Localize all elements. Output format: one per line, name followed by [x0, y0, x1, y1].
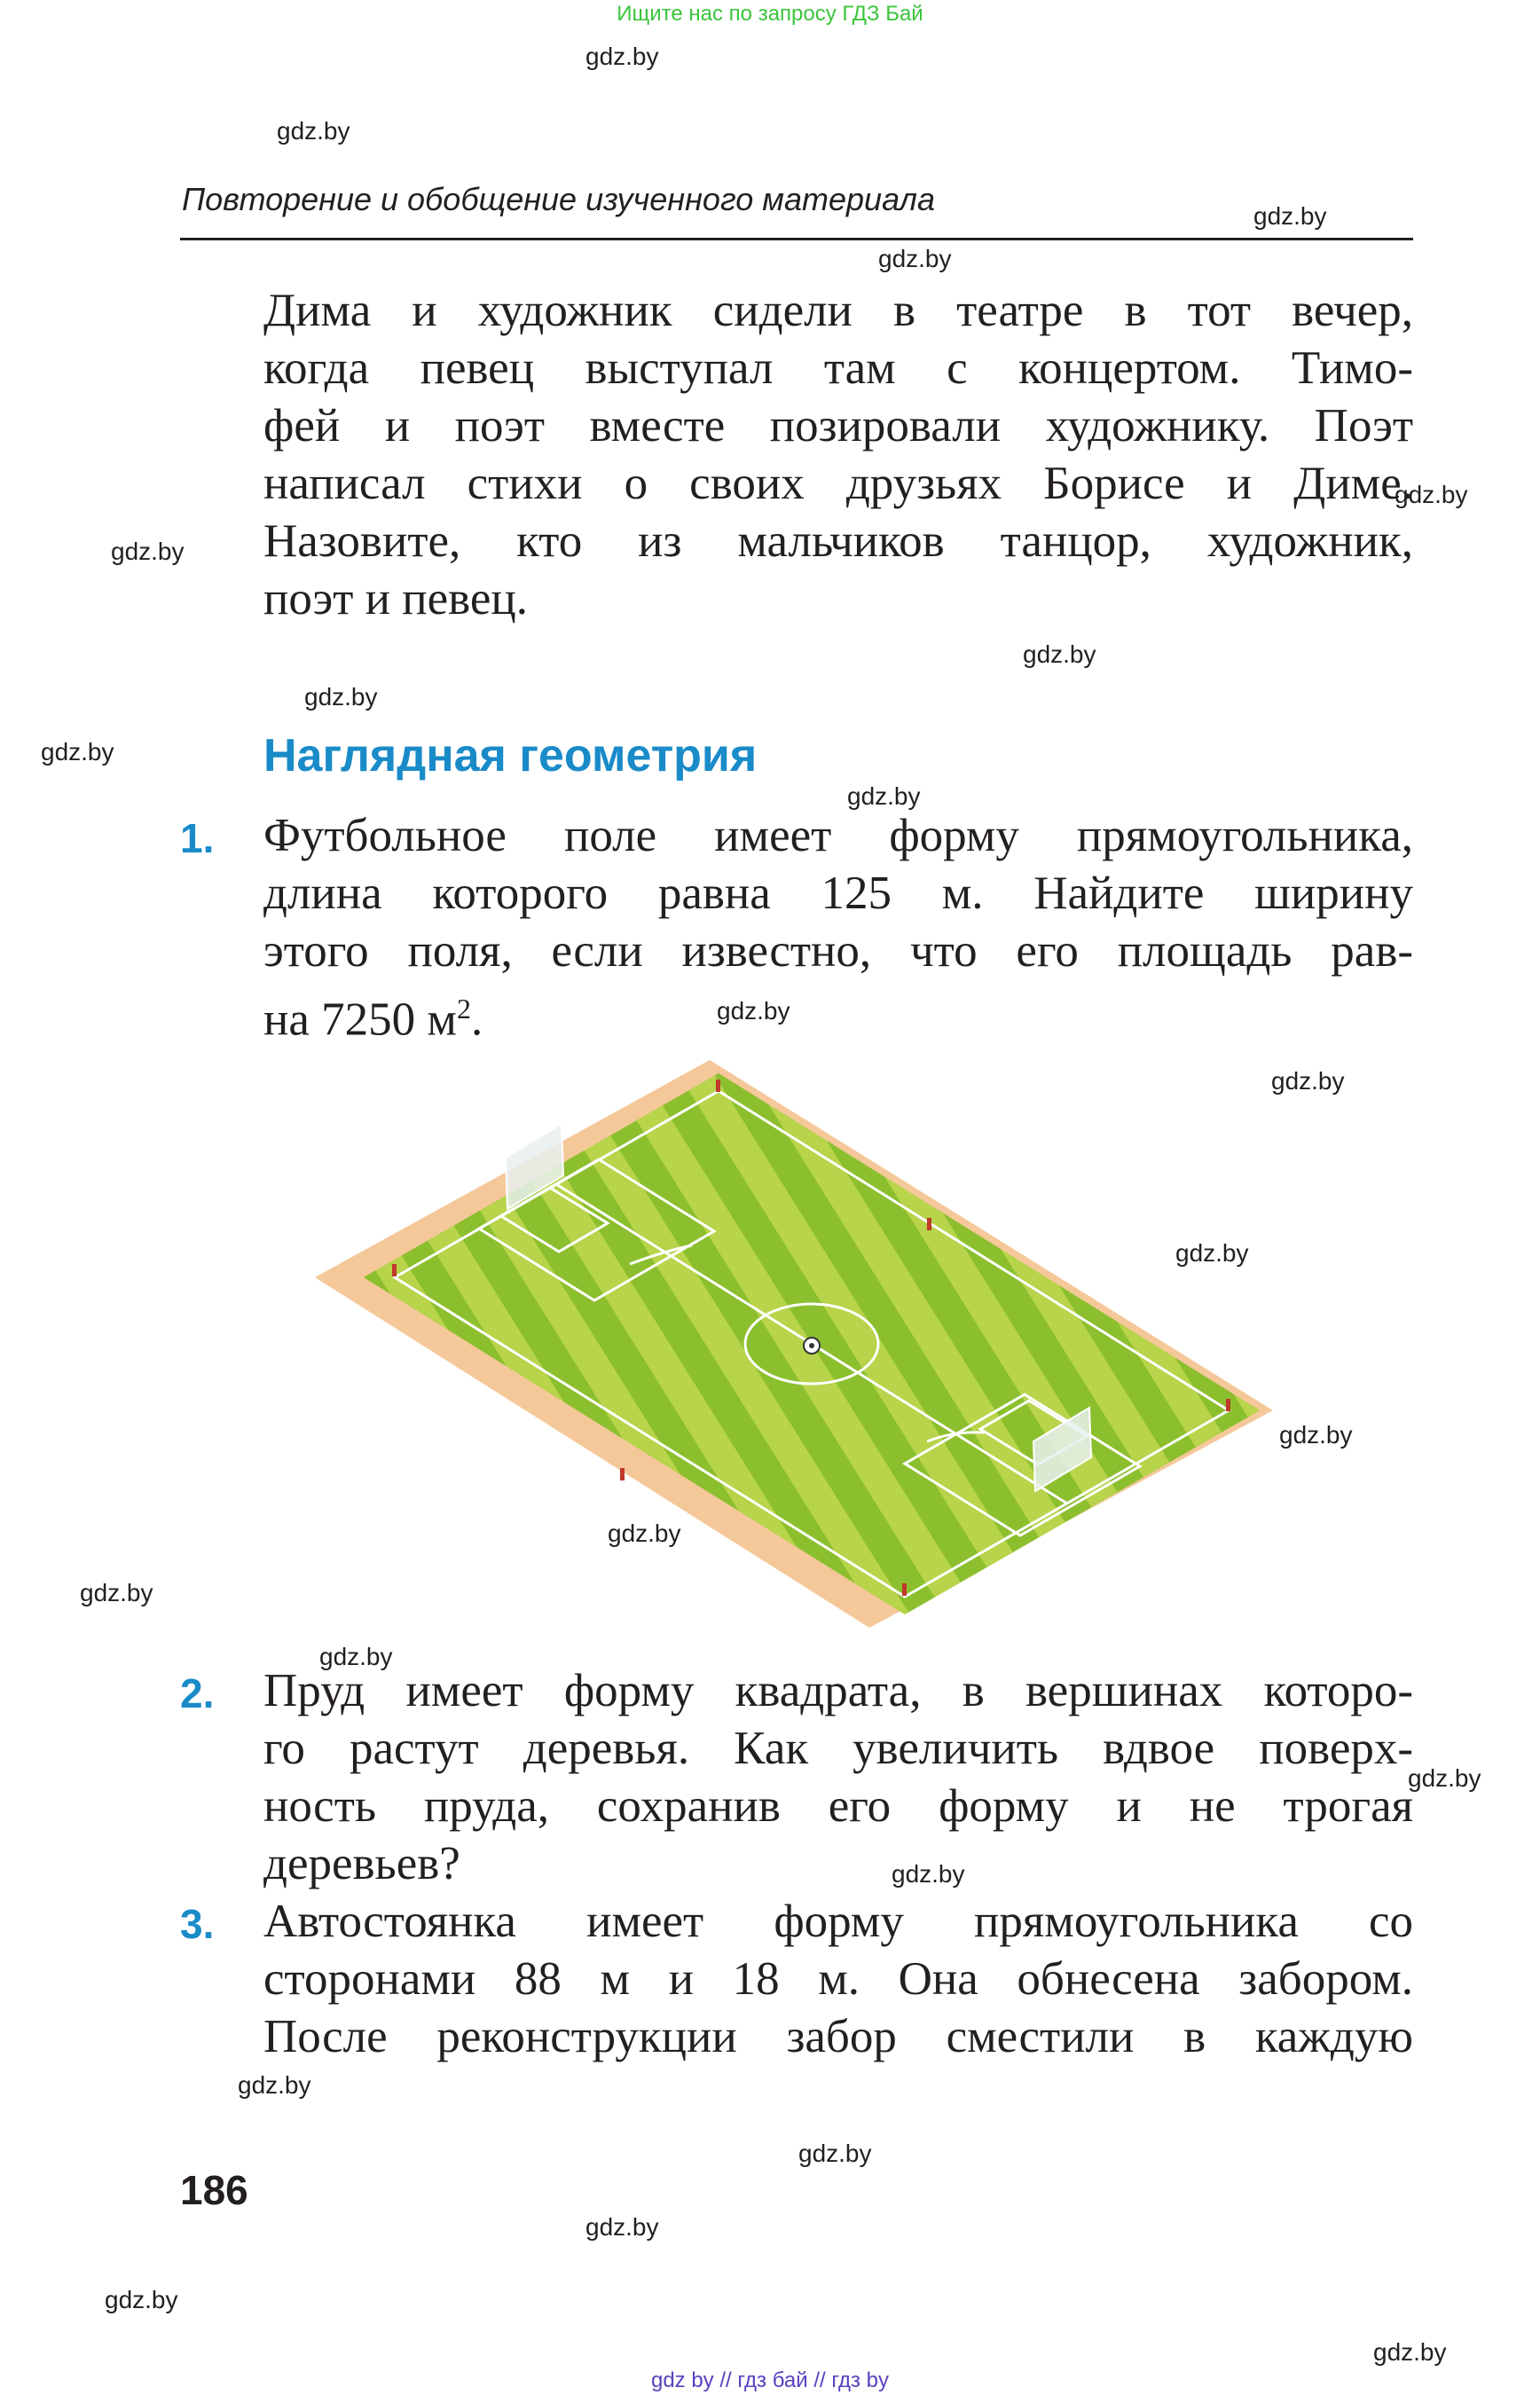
area-unit-exponent: 2: [456, 993, 471, 1025]
task-3-text: [263, 1893, 1413, 2066]
text-line: написал стихи о своих друзьях Борисе и Диме.: [263, 458, 1413, 509]
watermark: gdz.by: [847, 782, 921, 810]
text-line: Автостоянка имеет форму прямоугольника со: [263, 1896, 1413, 1947]
top-banner-link[interactable]: Ищите нас по запросу ГДЗ Бай: [617, 2, 923, 26]
text-line: Дима и художник сидели в театре в тот вечер,: [263, 285, 1413, 336]
watermark: gdz.by: [1023, 640, 1096, 668]
page-number: 186: [180, 2167, 248, 2213]
text-line: ность пруда, сохранив его форму и не трогая: [263, 1780, 1413, 1832]
text-line: когда певец выступал там с концертом. Тимо-: [263, 342, 1413, 394]
watermark: gdz.by: [717, 997, 790, 1025]
task-number: 1.: [180, 815, 215, 861]
text-line: Футбольное поле имеет форму прямоугольника,: [263, 810, 1413, 861]
watermark: gdz.by: [798, 2140, 872, 2167]
watermark: gdz.by: [608, 1520, 681, 1547]
intro-paragraph: [263, 282, 1413, 628]
grass-stripe: [315, 1060, 386, 1628]
area-value: на 7250 м: [263, 993, 457, 1046]
watermark: gdz.by: [304, 683, 378, 711]
watermark: gdz.by: [319, 1643, 393, 1670]
text-line: деревьев?: [263, 1838, 460, 1889]
task-number: 3.: [180, 1901, 215, 1947]
watermark: gdz.by: [1395, 481, 1468, 508]
text-line: сторонами 88 м и 18 м. Она обнесена забором.: [263, 1953, 1413, 2005]
task-1-text: [263, 807, 1413, 1049]
watermark: gdz.by: [105, 2286, 178, 2313]
grass-stripe: [1202, 1060, 1273, 1628]
task-number: 2.: [180, 1670, 215, 1716]
watermark: gdz.by: [80, 1579, 153, 1606]
football-field-illustration: [315, 1060, 1273, 1628]
grass-stripe: [1167, 1060, 1273, 1628]
text-line: длина которого равна 125 м. Найдите ширину: [263, 868, 1413, 919]
watermark: gdz.by: [1175, 1239, 1249, 1267]
running-header: Повторение и обобщение изученного материала: [182, 181, 936, 217]
header-rule: [180, 238, 1413, 240]
watermark: gdz.by: [277, 117, 350, 145]
text-line: После реконструкции забор сместили в каждую: [263, 2011, 1413, 2062]
grass-stripe: [315, 1060, 421, 1628]
watermark: gdz.by: [111, 538, 185, 565]
period: .: [470, 993, 483, 1046]
watermark: gdz.by: [1373, 2338, 1447, 2366]
watermark: gdz.by: [1253, 202, 1327, 230]
watermark: gdz.by: [1271, 1067, 1345, 1095]
section-title: Наглядная геометрия: [263, 730, 758, 781]
watermark: gdz.by: [585, 43, 659, 70]
text-line: Пруд имеет форму квадрата, в вершинах которо-: [263, 1665, 1413, 1716]
watermark: gdz.by: [238, 2071, 311, 2099]
watermark: gdz.by: [878, 245, 952, 272]
football-field-svg: [315, 1060, 1273, 1628]
watermark: gdz.by: [892, 1860, 965, 1888]
grass-stripe: [315, 1060, 350, 1628]
text-line: го растут деревья. Как увеличить вдвое поверх-: [263, 1723, 1413, 1774]
text-line: фей и поэт вместе позировали художнику. Поэт: [263, 400, 1413, 452]
task-2-text: [263, 1662, 1413, 1893]
text-line: этого поля, если известно, что его площадь рав-: [263, 925, 1413, 977]
watermark: gdz.by: [41, 738, 114, 766]
grass-stripe: [1238, 1060, 1273, 1628]
footer-links[interactable]: gdz by // гдз бай // гдз by: [650, 2368, 890, 2392]
text-line: поэт и певец.: [263, 573, 529, 624]
watermark: gdz.by: [585, 2213, 659, 2241]
watermark: gdz.by: [1408, 1764, 1481, 1792]
text-line: [263, 980, 1413, 1049]
watermark: gdz.by: [1279, 1421, 1353, 1449]
text-line: Назовите, кто из мальчиков танцор, художник,: [263, 515, 1413, 567]
